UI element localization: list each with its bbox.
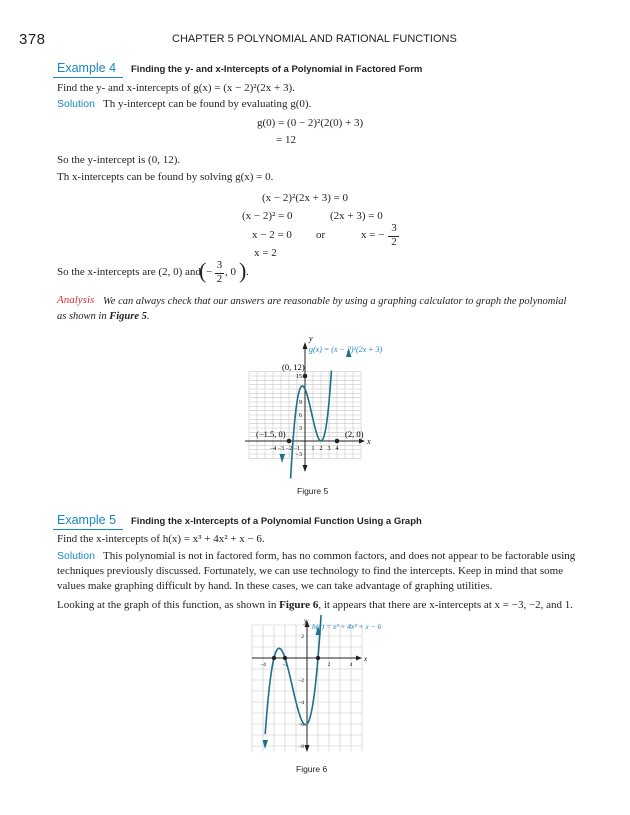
example-4-solution-text: Th y-intercept can be found by evaluating g(0). — [103, 98, 312, 110]
example-5-solution-label: Solution — [57, 550, 95, 562]
figure-6-point-x-intercept-1 — [272, 656, 276, 660]
example-5-underline — [53, 529, 123, 530]
figure-6-y-axis-label: y — [304, 617, 308, 625]
sentence-period: . — [246, 266, 249, 278]
figure-5-y-tick-label: 15 — [296, 374, 302, 380]
example-5-solution-line-1: This polynomial is not in factored form, has no common factors, and does not appear to be factorable using — [103, 550, 576, 562]
figure-5-x-tick-label: −3 — [277, 446, 285, 452]
figure-5-point-x-intercept-2 — [335, 439, 340, 444]
figure-5-y-tick-label: 3 — [299, 426, 302, 432]
figure-5-y-tick-label: 6 — [299, 413, 302, 419]
figure-5-x-tick-label: 4 — [335, 446, 339, 452]
inline-frac-num: 3 — [216, 259, 223, 271]
example-4-label: Example 4 — [57, 61, 117, 75]
example-5-solution-line-2: techniques previously discussed. Fortunately, we can use technology to find the intercepts. Keep in mind that some — [57, 565, 564, 577]
eq-g0-result: = 12 — [276, 134, 296, 146]
solve-line-2-right: (2x + 3) = 0 — [330, 210, 383, 222]
figure-5-x-axis-label: x — [367, 437, 371, 446]
figure-5-x-tick-label: −4 — [269, 446, 277, 452]
y-intercept-sentence: So the y-intercept is (0, 12). — [57, 154, 181, 166]
figure-5-label-point-1: (0, 12) — [282, 362, 305, 372]
solve-line-2-left: (x − 2)² = 0 — [242, 210, 293, 222]
figure-5-x-tick-label: 3 — [327, 446, 331, 452]
example-5-looking-sentence — [57, 598, 573, 613]
solve-line-4: x = 2 — [254, 247, 277, 259]
figure-5-graph — [230, 330, 420, 480]
figure-6-y-tick-label: −6 — [298, 722, 304, 728]
figure-5-point-y-intercept — [303, 374, 308, 379]
figure-6-x-axis-label: x — [364, 655, 368, 663]
figure-5-label-point-3: (2, 0) — [345, 429, 364, 439]
figure-5-x-tick-label: −1 — [293, 446, 301, 452]
example-5-title: Finding the x-Intercepts of a Polynomial Function Using a Graph — [131, 516, 422, 527]
figure-6-y-tick-label: −4 — [298, 700, 304, 706]
example-5-prompt: Find the x-intercepts of h(x) = x³ + 4x² + x − 6. — [57, 533, 265, 545]
figure-5-reference: Figure 5 — [109, 311, 147, 322]
analysis-text-line-1: We can always check that our answers are reasonable by using a graphing calculator to graph the polynomial — [103, 296, 567, 307]
figure-5-y-tick-label: 9 — [299, 400, 302, 406]
fraction-numerator: 3 — [391, 222, 397, 234]
figure-6-x-tick-label: 4 — [349, 662, 353, 668]
example-4-title: Finding the y- and x-Intercepts of a Polynomial in Factored Form — [131, 64, 423, 75]
figure-6-graph — [240, 615, 400, 760]
figure-5-y-tick-label: −3 — [295, 452, 302, 458]
paren-close: ) — [239, 258, 247, 283]
eq-g0: g(0) = (0 − 2)²(2(0) + 3) — [257, 117, 364, 129]
figure-5-y-axis-label: y — [309, 334, 313, 343]
solve-line-3-left: x − 2 = 0 — [252, 229, 292, 241]
figure-5-label-point-2: (−1.5, 0) — [256, 429, 286, 439]
figure-5-x-tick-label: −2 — [285, 446, 293, 452]
figure-6-x-tick-label: −4 — [260, 662, 266, 668]
figure-5-x-tick-label: 2 — [319, 446, 323, 452]
analysis-label: Analysis — [57, 294, 95, 306]
inline-suffix: , 0 — [225, 266, 236, 278]
example-4-solution-label: Solution — [57, 98, 95, 110]
looking-prefix: Looking at the graph of this function, as shown in — [57, 599, 277, 611]
running-head: CHAPTER 5 POLYNOMIAL AND RATIONAL FUNCTIONS — [172, 33, 457, 45]
figure-6-axes — [252, 620, 362, 752]
page-number: 378 — [19, 31, 46, 48]
solve-line-1: (x − 2)²(2x + 3) = 0 — [262, 192, 349, 204]
figure-6-point-x-intercept-3 — [316, 656, 320, 660]
example-4-prompt: Find the y- and x-intercepts of g(x) = (x − 2)²(2x + 3). — [57, 82, 295, 94]
solve-or: or — [316, 229, 326, 241]
figure-6-x-tick-label: −2 — [282, 662, 288, 668]
figure-5-x-tick-label: 1 — [311, 446, 315, 452]
figure-6-reference: Figure 6 — [279, 599, 319, 611]
analysis-prefix: as shown in — [57, 311, 107, 322]
example-5-solution-line-3: values make graphing difficult by hand. In these cases, we can take advantage of graphing utilities. — [57, 580, 493, 592]
analysis-end: . — [146, 311, 150, 322]
figure-6-caption: Figure 6 — [296, 764, 328, 774]
figure-5-axes — [245, 342, 365, 472]
solve-line-3-right: x = − — [361, 229, 385, 241]
fraction-denominator: 2 — [391, 236, 397, 248]
figure-6-x-tick-label: 2 — [327, 662, 331, 668]
figure-5-function-label: g(x) = (x − 2)²(2x + 3) — [309, 345, 383, 354]
figure-5-caption: Figure 5 — [297, 486, 329, 496]
figure-6-y-tick-label: 2 — [301, 634, 304, 640]
figure-6-y-tick-label: −2 — [298, 678, 304, 684]
x-intercept-intro: Th x-intercepts can be found by solving g(x) = 0. — [57, 171, 274, 183]
paren-open: ( — [199, 258, 207, 283]
looking-rest: , it appears that there are x-intercepts at x = −3, −2, and 1. — [318, 599, 574, 611]
x-intercepts-sentence: So the x-intercepts are (2, 0) and — [57, 266, 201, 278]
figure-6-y-tick-label: −8 — [298, 744, 304, 750]
figure-6-function-label: h(x) = x³ + 4x² + x − 6 — [312, 622, 382, 631]
analysis-text-line-2 — [57, 309, 149, 324]
figure-5-point-x-intercept-1 — [287, 439, 292, 444]
frac-minus: − — [206, 266, 213, 278]
example-4-underline — [53, 77, 123, 78]
figure-6-point-x-intercept-2 — [283, 656, 287, 660]
inline-frac-den: 2 — [216, 273, 223, 285]
example-5-label: Example 5 — [57, 513, 117, 527]
figure-6-curve-arrow-down — [263, 740, 269, 749]
